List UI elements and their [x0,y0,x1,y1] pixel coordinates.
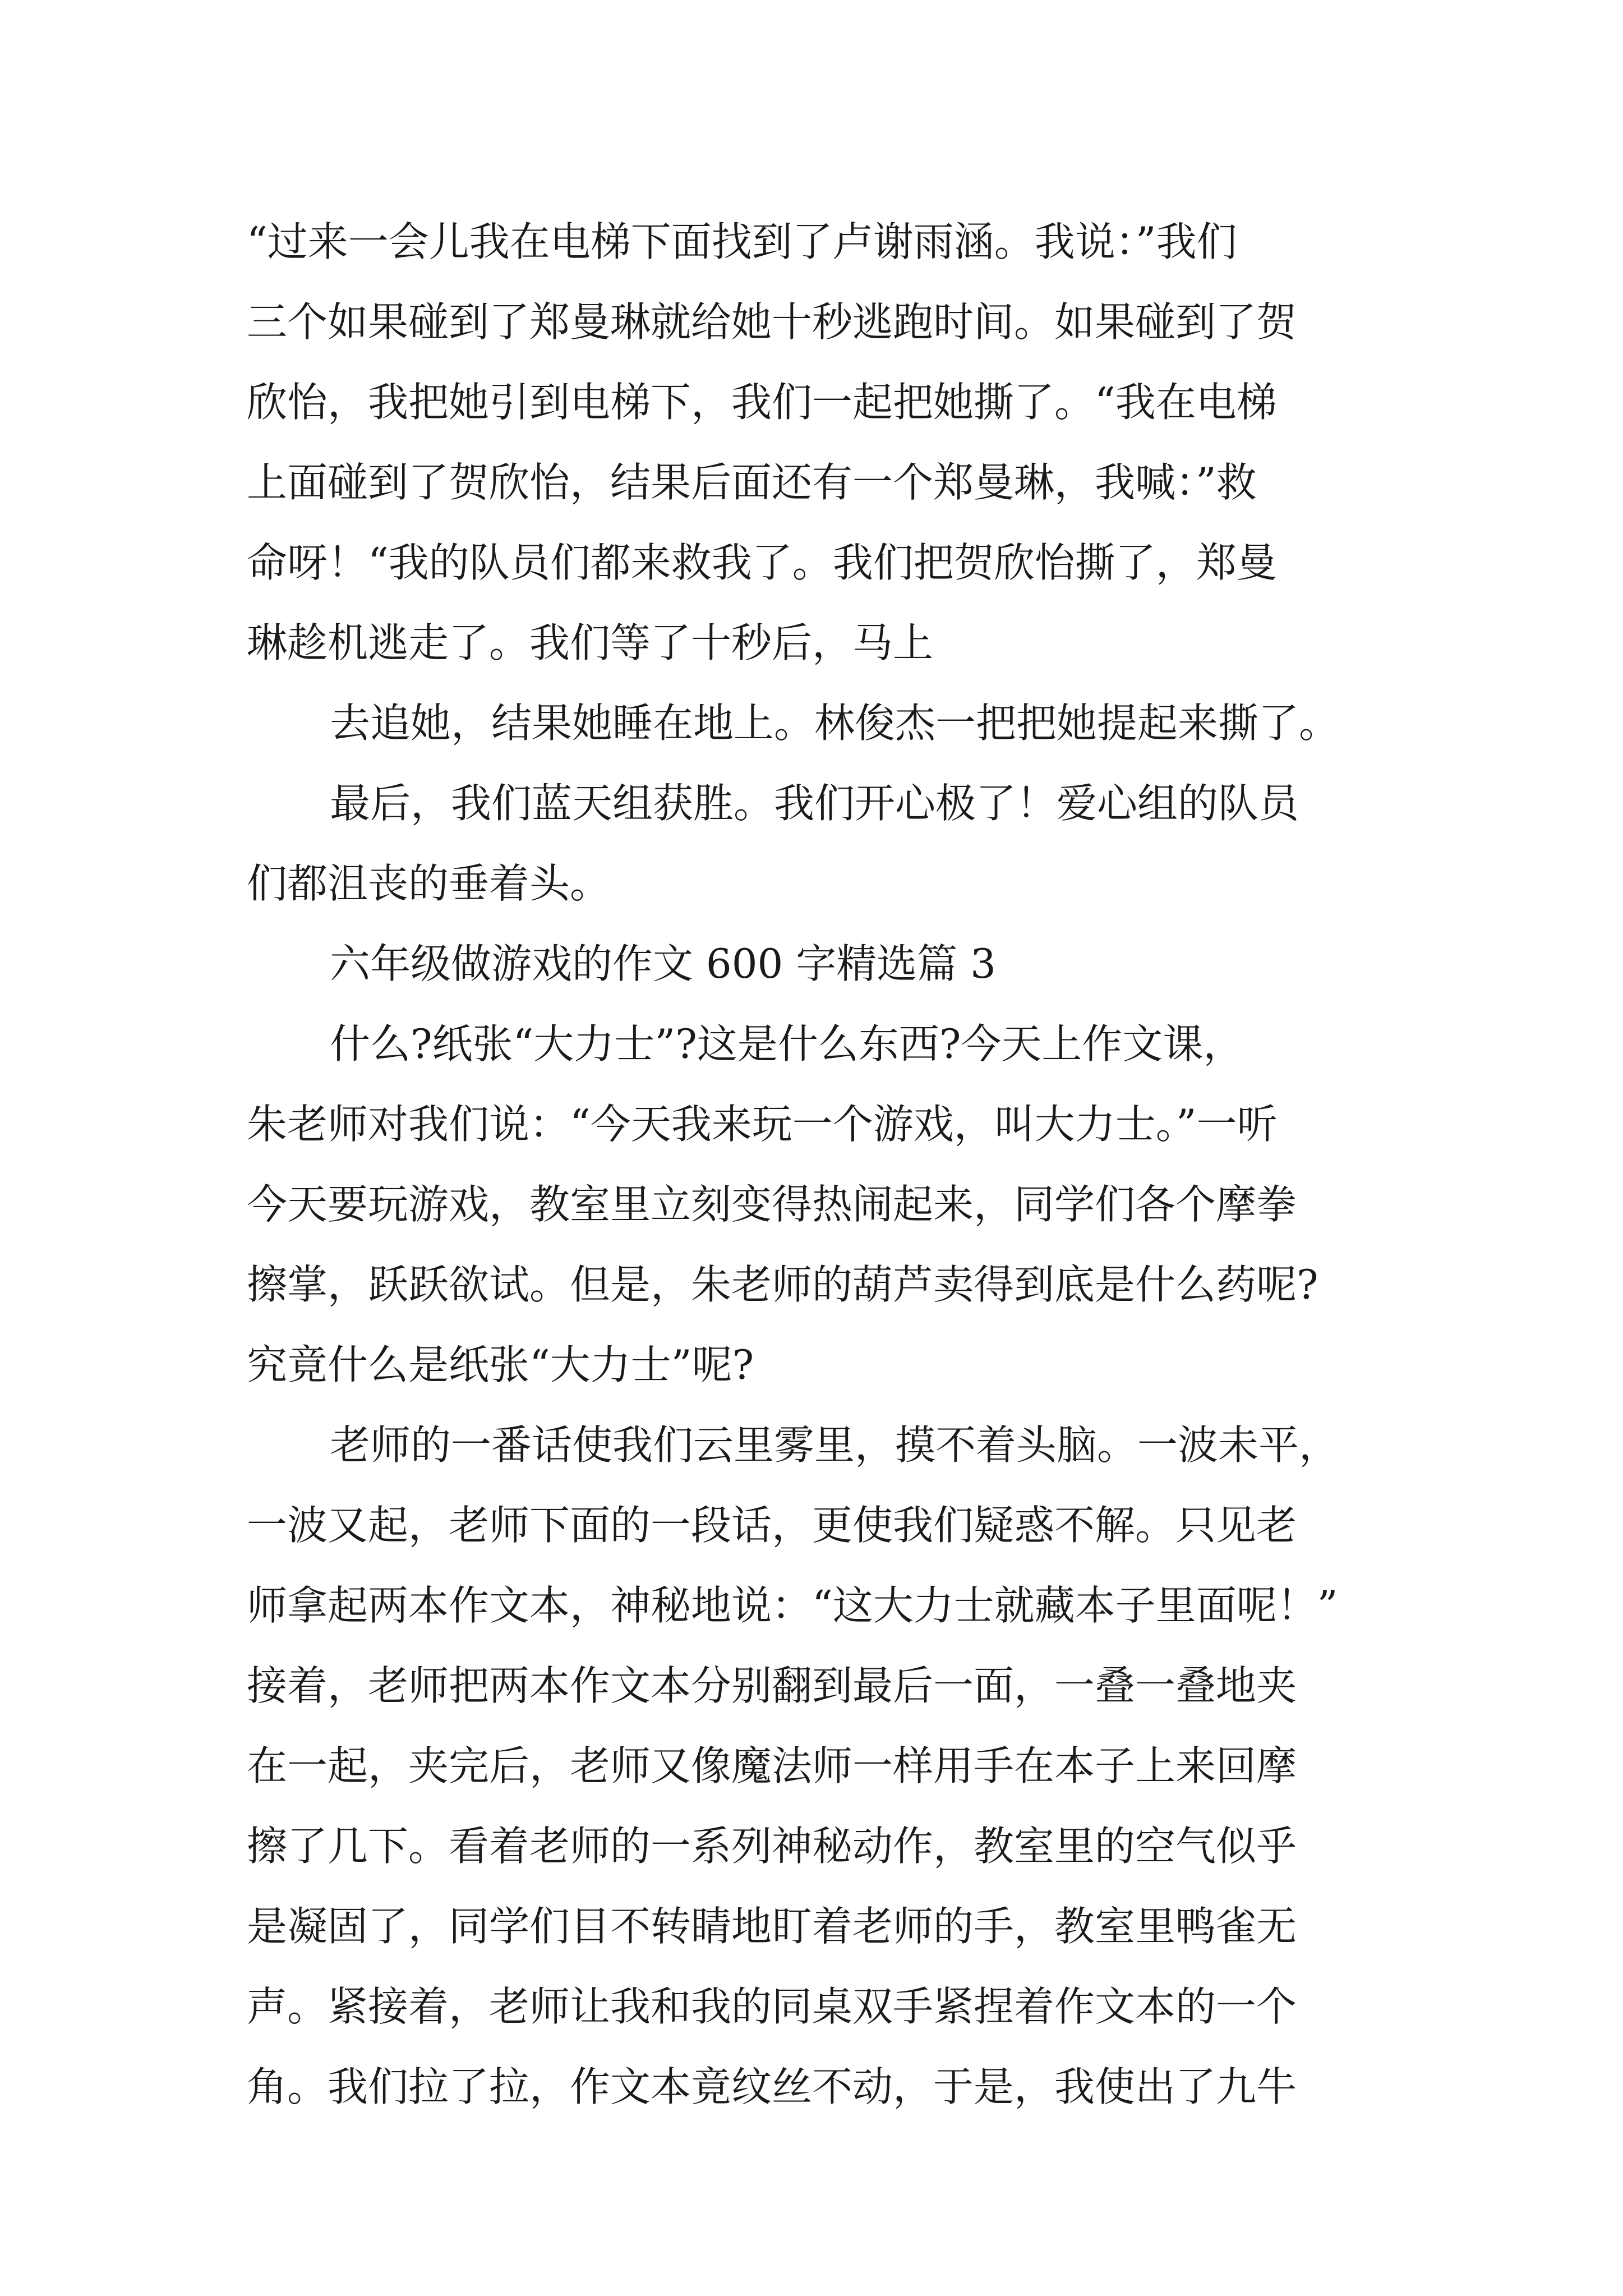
text-line: 是凝固了，同学们目不转睛地盯着老师的手，教室里鸭雀无 [247,1903,1297,1950]
text-line: 三个如果碰到了郑曼琳就给她十秒逃跑时间。如果碰到了贺 [247,298,1297,346]
text-line: 今天要玩游戏，教室里立刻变得热闹起来，同学们各个摩拳 [247,1181,1297,1228]
text-line: 究竟什么是纸张“大力士”呢? [247,1341,754,1388]
text-line: 什么?纸张“大力士”?这是什么东西?今天上作文课， [330,1020,1244,1068]
text-line: 欣怡，我把她引到电梯下，我们一起把她撕了。“我在电梯 [247,379,1277,426]
text-line: 最后，我们蓝天组获胜。我们开心极了！爱心组的队员 [330,780,1299,827]
text-line: 声。紧接着，老师让我和我的同桌双手紧捏着作文本的一个 [247,1983,1297,2030]
text-line: 老师的一番话使我们云里雾里，摸不着头脑。一波未平， [330,1421,1340,1469]
text-line: 上面碰到了贺欣怡，结果后面还有一个郑曼琳，我喊：”救 [247,459,1257,506]
text-line: 朱老师对我们说：“今天我来玩一个游戏，叫大力士。”一听 [247,1101,1278,1148]
essay-body [247,202,1380,2127]
text-line: “过来一会儿我在电梯下面找到了卢谢雨涵。我说：”我们 [247,218,1237,265]
text-line: 琳趁机逃走了。我们等了十秒后，马上 [247,619,934,666]
text-line: 角。我们拉了拉，作文本竟纹丝不动，于是，我使出了九牛 [247,2063,1297,2110]
text-line: 接着，老师把两本作文本分别翻到最后一面，一叠一叠地夹 [247,1662,1297,1709]
text-line: 们都沮丧的垂着头。 [247,860,611,907]
text-line: 擦了几下。看着老师的一系列神秘动作，教室里的空气似乎 [247,1823,1297,1870]
text-line: 师拿起两本作文本，神秘地说：“这大力士就藏本子里面呢！” [247,1582,1338,1629]
text-line: 擦掌，跃跃欲试。但是，朱老师的葫芦卖得到底是什么药呢? [247,1261,1318,1308]
text-line: 六年级做游戏的作文 600 字精选篇 3 [330,940,996,987]
text-line: 在一起，夹完后，老师又像魔法师一样用手在本子上来回摩 [247,1742,1297,1789]
text-line: 一波又起，老师下面的一段话，更使我们疑惑不解。只见老 [247,1502,1297,1549]
text-line: 命呀！“我的队员们都来救我了。我们把贺欣怡撕了，郑曼 [247,539,1277,586]
text-line: 去追她，结果她睡在地上。林俊杰一把把她提起来撕了。 [330,700,1340,747]
